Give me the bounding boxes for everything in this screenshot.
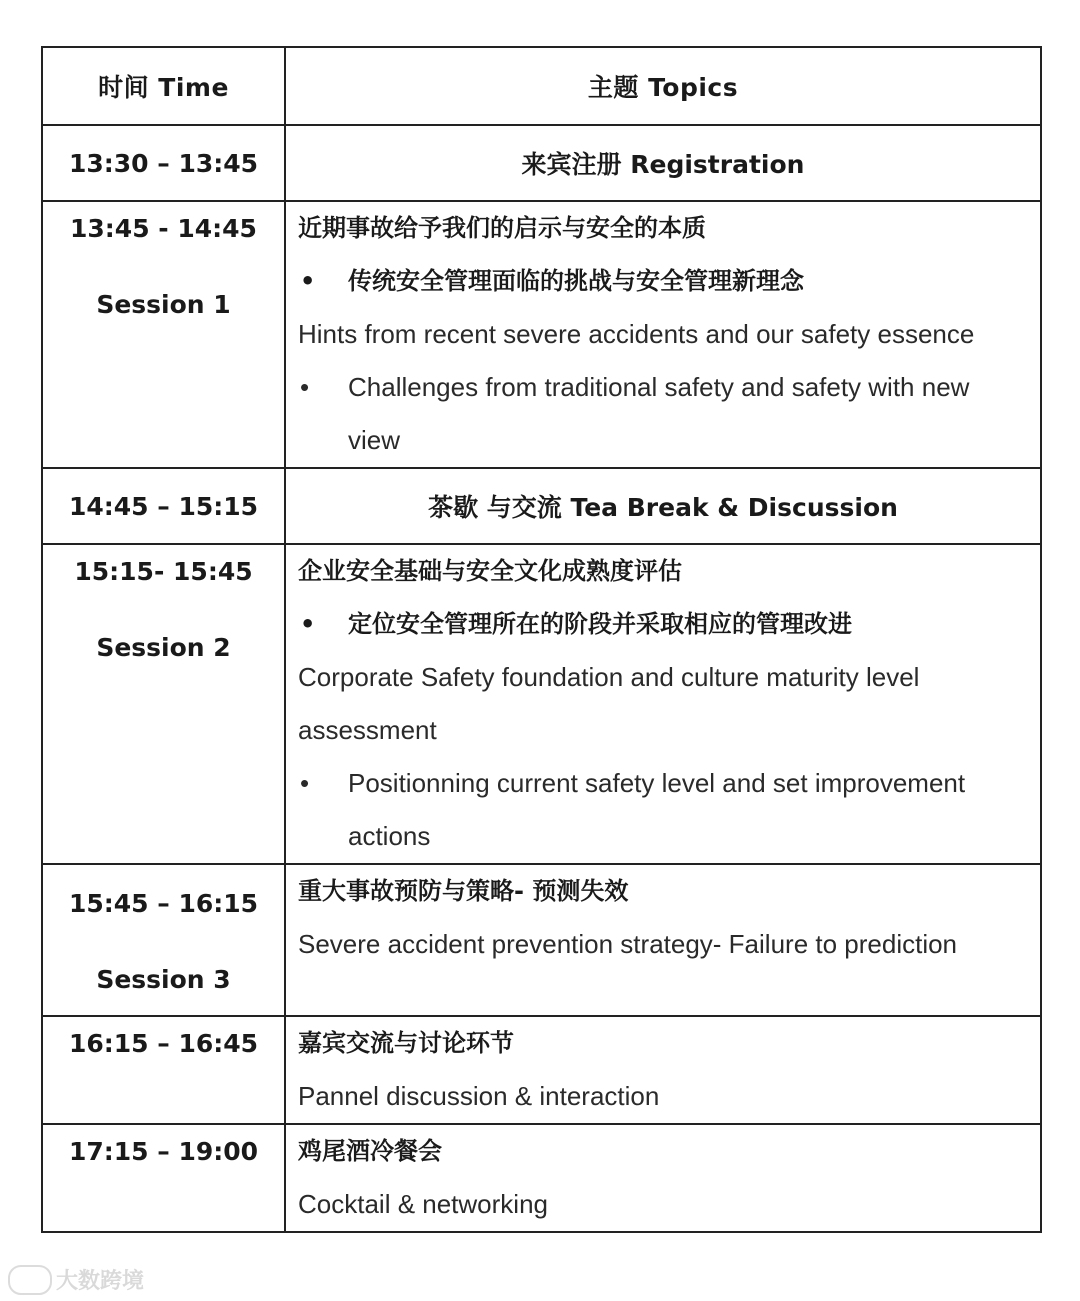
topic-cell [285, 1124, 1041, 1232]
topic-cell [285, 201, 1041, 468]
session-label: Session 2 [96, 633, 231, 662]
schedule-row [42, 468, 1041, 544]
header-topics: 主题 Topics [285, 47, 1041, 125]
watermark-text: 大数跨境 [56, 1269, 145, 1294]
time-cell: 14:45 – 15:15 [42, 468, 285, 544]
topic-title-cn: 企业安全基础与安全文化成熟度评估 [298, 557, 682, 585]
session-label: Session 3 [96, 965, 231, 994]
topic-title-cn: 近期事故给予我们的启示与安全的本质 [298, 214, 706, 242]
header-row [42, 47, 1041, 125]
time-cell [42, 1016, 285, 1124]
topic-bullet-cn: • 传统安全管理面临的挑战与安全管理新理念 [298, 255, 1028, 308]
schedule-row [42, 201, 1041, 468]
topic-title-en: Corporate Safety foundation and culture maturity level [298, 662, 920, 692]
topic-title-en: Cocktail & networking [298, 1189, 548, 1219]
time-text: 15:15- 15:45 [74, 557, 253, 586]
topic-bullet-en: • Challenges from traditional safety and safety with new [298, 361, 1028, 414]
time-cell: 13:30 – 13:45 [42, 125, 285, 201]
topic-bullet-en-cont: actions [348, 821, 431, 851]
topic-cell [285, 864, 1041, 1016]
topic-title-en-cont: assessment [298, 715, 437, 745]
schedule-row [42, 1016, 1041, 1124]
topic-cell: 来宾注册 Registration [285, 125, 1041, 201]
schedule-table [41, 46, 1042, 1233]
time-text: 13:45 - 14:45 [70, 214, 257, 243]
topic-bullet-cn: • 定位安全管理所在的阶段并采取相应的管理改进 [298, 598, 1028, 651]
topic-title-en: Hints from recent severe accidents and our safety essence [298, 319, 975, 349]
topic-cell [285, 1016, 1041, 1124]
schedule-row [42, 864, 1041, 1016]
topic-cell [285, 544, 1041, 864]
time-text: 15:45 – 16:15 [68, 889, 259, 918]
topic-title-cn: 重大事故预防与策略- 预测失效 [298, 877, 629, 905]
time-text: 16:15 – 16:45 [68, 1029, 259, 1058]
watermark-logo-icon [8, 1265, 52, 1295]
topic-cell: 茶歇 与交流 Tea Break & Discussion [285, 468, 1041, 544]
topic-bullet-en-cont: view [348, 425, 401, 455]
header-time: 时间 Time [42, 47, 285, 125]
time-cell [42, 864, 285, 1016]
schedule-row [42, 125, 1041, 201]
schedule-row [42, 544, 1041, 864]
topic-title-en: Severe accident prevention strategy- Failure to prediction [298, 929, 958, 959]
time-cell [42, 544, 285, 864]
watermark [8, 1264, 144, 1295]
time-cell [42, 201, 285, 468]
topic-title-en: Pannel discussion & interaction [298, 1081, 660, 1111]
topic-title-cn: 鸡尾酒冷餐会 [298, 1137, 442, 1165]
topic-title-cn: 嘉宾交流与讨论环节 [298, 1029, 514, 1057]
session-label: Session 1 [96, 290, 231, 319]
time-cell [42, 1124, 285, 1232]
topic-bullet-en: • Positionning current safety level and set improvement [298, 757, 1028, 810]
schedule-row [42, 1124, 1041, 1232]
time-text: 17:15 – 19:00 [68, 1137, 259, 1166]
